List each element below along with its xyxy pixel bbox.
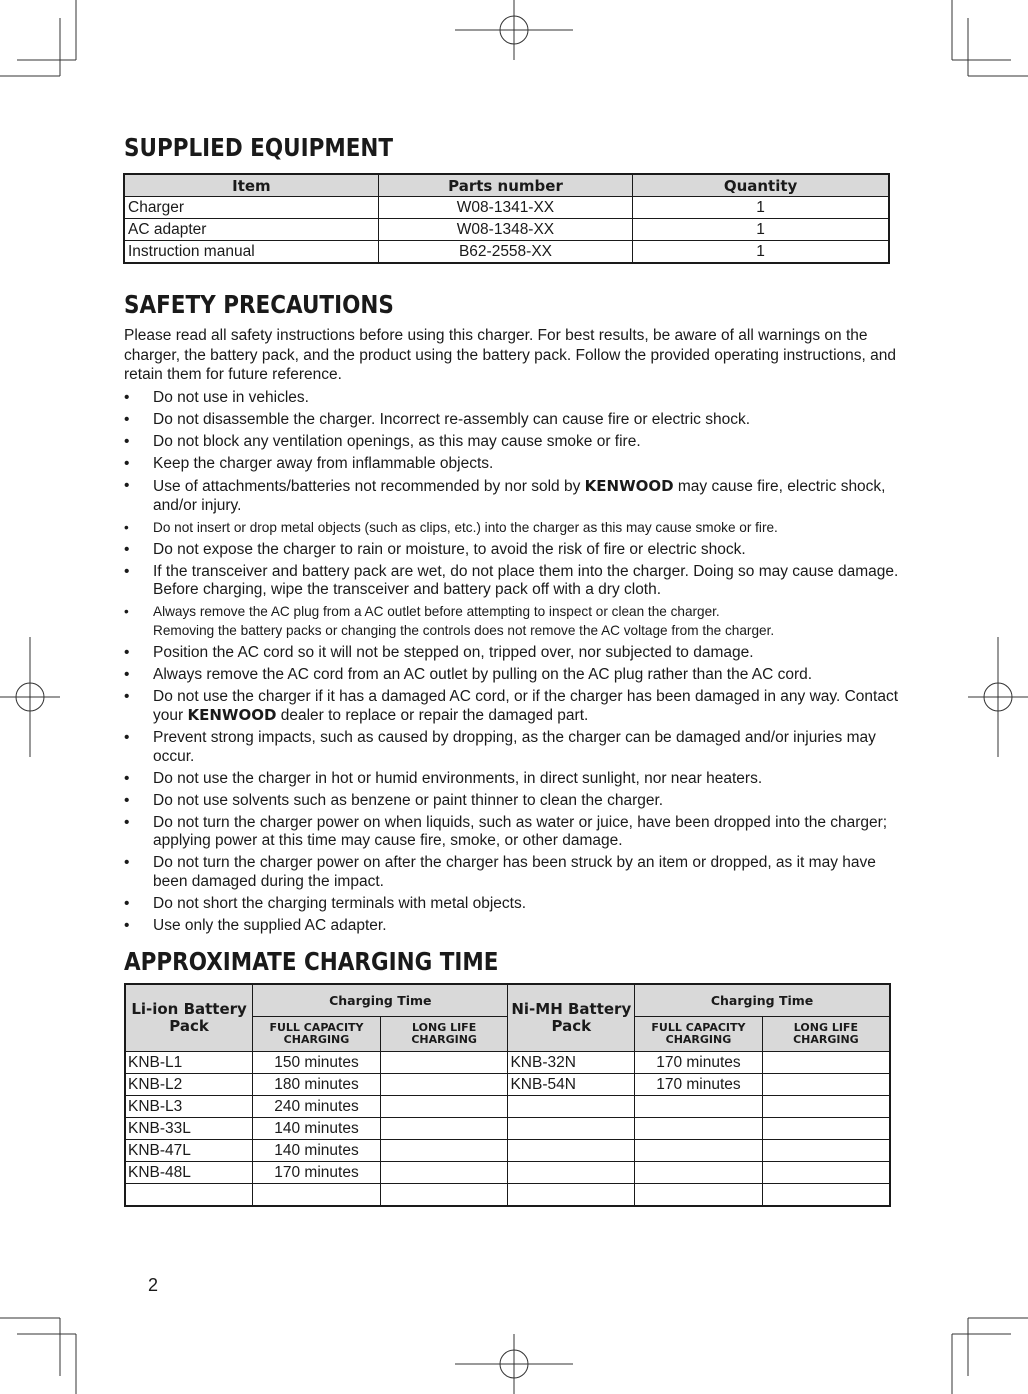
nimh-full-capacity-cell — [635, 1140, 763, 1162]
bullet: • — [124, 687, 130, 705]
nimh-full-capacity-cell — [635, 1184, 763, 1207]
liion-long-life-cell — [380, 1074, 508, 1096]
nimh-model-cell: KNB-32N — [508, 1052, 635, 1074]
nimh-long-life-cell — [762, 1118, 890, 1140]
table-row — [125, 1118, 890, 1140]
list-item-text: Always remove the AC cord from an AC outlet by pulling on the AC plug rather than the AC cord. — [153, 665, 813, 683]
bullet: • — [124, 411, 130, 428]
column-header-parts-number: Parts number — [378, 174, 632, 197]
list-item — [124, 563, 899, 600]
list-item — [124, 644, 899, 663]
bullet: • — [124, 894, 130, 912]
nimh-charging-time-header: Charging Time — [635, 984, 890, 1017]
list-item — [124, 455, 899, 474]
item-cell: AC adapter — [124, 219, 378, 241]
bullet: • — [124, 916, 130, 934]
brand-name: KENWOOD — [187, 706, 277, 724]
liion-model-cell: KNB-47L — [125, 1140, 253, 1162]
table-header-row — [124, 174, 889, 197]
table-row — [125, 1140, 890, 1162]
supplied-equipment-heading: SUPPLIED EQUIPMENT — [124, 133, 394, 162]
list-item-text: Prevent strong impacts, such as caused by dropping, as the charger can be damaged and/or injuries may occur. — [153, 729, 876, 765]
liion-long-life-cell — [380, 1118, 508, 1140]
safety-list — [124, 389, 899, 939]
list-item — [124, 895, 899, 914]
quantity-cell: 1 — [633, 219, 889, 241]
liion-model-cell: KNB-33L — [125, 1118, 253, 1140]
list-item-text: Do not insert or drop metal objects (such as clips, etc.) into the charger as this may cause smoke or fire. — [153, 519, 778, 535]
liion-model-cell: KNB-L1 — [125, 1052, 253, 1074]
nimh-full-capacity-cell — [635, 1162, 763, 1184]
list-item-text: dealer to replace or repair the damaged part. — [276, 707, 589, 724]
list-item-text: Do not use the charger if it has a damaged AC cord, or if the charger has been damaged in any way. Contact your — [153, 687, 899, 724]
liion-full-capacity-cell: 140 minutes — [253, 1118, 381, 1140]
list-item-text: Do not expose the charger to rain or moisture, to avoid the risk of fire or electric shock. — [153, 540, 746, 558]
nimh-long-life-cell — [762, 1074, 890, 1096]
nimh-model-cell — [508, 1096, 635, 1118]
list-item-text: Do not turn the charger power on after the charger has been struck by an item or dropped, as it may have been damaged during the impact. — [153, 854, 876, 890]
list-item — [124, 729, 899, 766]
brand-name: KENWOOD — [584, 477, 674, 495]
list-item-text: Removing the battery packs or changing the controls does not remove the AC voltage from the charger. — [153, 622, 775, 638]
list-item — [124, 389, 899, 408]
list-item-text: Use only the supplied AC adapter. — [153, 916, 387, 934]
bullet: • — [124, 433, 130, 450]
list-item — [124, 792, 899, 811]
safety-precautions-heading: SAFETY PRECAUTIONS — [124, 290, 394, 319]
nimh-long-life-cell — [762, 1184, 890, 1207]
parts-number-cell: B62-2558-XX — [378, 241, 632, 264]
list-item-text: Position the AC cord so it will not be stepped on, tripped over, nor subjected to damage. — [153, 643, 754, 661]
table-row — [125, 1162, 890, 1184]
nimh-model-cell: KNB-54N — [508, 1074, 635, 1096]
liion-long-life-cell — [380, 1052, 508, 1074]
safety-intro: Please read all safety instructions before using this charger. For best results, be aware of all warnings on the charger, the battery pack, and the product using the battery pack. Follow the provided operating instructions, and retain them for future reference. — [124, 327, 897, 383]
bullet: • — [124, 389, 130, 406]
bullet: • — [124, 813, 130, 831]
liion-full-capacity-cell: 170 minutes — [253, 1162, 381, 1184]
list-item-text: Do not short the charging terminals with metal objects. — [153, 894, 527, 912]
liion-full-capacity-cell: 140 minutes — [253, 1140, 381, 1162]
nimh-full-capacity-cell — [635, 1096, 763, 1118]
liion-model-cell: KNB-48L — [125, 1162, 253, 1184]
nimh-model-cell — [508, 1140, 635, 1162]
list-item — [124, 411, 899, 430]
supplied-equipment-table — [123, 173, 890, 264]
column-header-quantity: Quantity — [633, 174, 889, 197]
parts-number-cell: W08-1348-XX — [378, 219, 632, 241]
list-item — [124, 541, 899, 560]
nimh-long-life-cell — [762, 1096, 890, 1118]
item-cell: Instruction manual — [124, 241, 378, 264]
table-row — [124, 241, 889, 264]
list-item — [124, 854, 899, 891]
bullet: • — [124, 854, 130, 871]
bullet: • — [124, 455, 130, 472]
list-item — [124, 688, 899, 726]
nimh-long-life-header: LONG LIFE CHARGING — [762, 1017, 890, 1052]
liion-long-life-cell — [380, 1140, 508, 1162]
table-row — [125, 1096, 890, 1118]
list-item-text: Do not use solvents such as benzene or paint thinner to clean the charger. — [153, 791, 664, 809]
bullet: • — [124, 729, 130, 746]
charging-table-body — [125, 1052, 890, 1207]
list-item-text: Do not use in vehicles. — [153, 389, 309, 406]
liion-long-life-cell — [380, 1096, 508, 1118]
nimh-model-cell — [508, 1184, 635, 1207]
nimh-full-capacity-cell: 170 minutes — [635, 1074, 763, 1096]
liion-full-capacity-header: FULL CAPACITY CHARGING — [253, 1017, 381, 1052]
charging-time-table — [124, 983, 891, 1207]
parts-number-cell: W08-1341-XX — [378, 197, 632, 219]
list-item-text: may cause fire, electric shock, and/or injury. — [153, 478, 886, 514]
quantity-cell: 1 — [633, 197, 889, 219]
charging-time-heading: APPROXIMATE CHARGING TIME — [124, 947, 499, 976]
list-item-text: Do not disassemble the charger. Incorrect re-assembly can cause fire or electric shock. — [153, 411, 751, 428]
list-item-text: Do not use the charger in hot or humid environments, in direct sunlight, nor near heaters. — [153, 769, 763, 787]
list-item — [124, 603, 899, 640]
liion-model-cell: KNB-L2 — [125, 1074, 253, 1096]
table-row — [125, 1052, 890, 1074]
nimh-long-life-cell — [762, 1162, 890, 1184]
list-item — [124, 519, 899, 538]
liion-full-capacity-cell: 240 minutes — [253, 1096, 381, 1118]
list-item-text: Do not turn the charger power on when liquids, such as water or juice, have been dropped into the charger; applying power at this time may cause fire, smoke, or other damage. — [153, 813, 888, 849]
item-cell: Charger — [124, 197, 378, 219]
bullet: • — [124, 769, 130, 787]
liion-model-cell: KNB-L3 — [125, 1096, 253, 1118]
nimh-model-cell — [508, 1118, 635, 1140]
list-item — [124, 917, 899, 936]
liion-long-life-header: LONG LIFE CHARGING — [380, 1017, 508, 1052]
liion-long-life-cell — [380, 1162, 508, 1184]
list-item-text: Always remove the AC plug from a AC outlet before attempting to inspect or clean the charger. — [153, 604, 720, 619]
list-item — [124, 814, 899, 851]
list-item — [124, 433, 899, 452]
list-item — [124, 666, 899, 685]
nimh-full-capacity-header: FULL CAPACITY CHARGING — [635, 1017, 763, 1052]
liion-long-life-cell — [380, 1184, 508, 1207]
page-number: 2 — [148, 1275, 159, 1295]
bullet: • — [124, 477, 130, 494]
table-row — [125, 1074, 890, 1096]
nimh-full-capacity-cell: 170 minutes — [635, 1052, 763, 1074]
bullet: • — [124, 604, 129, 619]
nimh-long-life-cell — [762, 1052, 890, 1074]
bullet: • — [124, 791, 130, 809]
nimh-model-cell — [508, 1162, 635, 1184]
list-item — [124, 477, 899, 515]
bullet: • — [124, 665, 130, 683]
table-row — [125, 1184, 890, 1207]
list-item-text: Use of attachments/batteries not recommended by nor sold by — [153, 478, 585, 495]
bullet: • — [124, 562, 130, 580]
liion-battery-pack-header: Li-ion Battery Pack — [125, 984, 253, 1052]
nimh-full-capacity-cell — [635, 1118, 763, 1140]
liion-full-capacity-cell: 150 minutes — [253, 1052, 381, 1074]
quantity-cell: 1 — [633, 241, 889, 264]
nimh-long-life-cell — [762, 1140, 890, 1162]
list-item — [124, 770, 899, 789]
liion-full-capacity-cell: 180 minutes — [253, 1074, 381, 1096]
bullet: • — [124, 540, 130, 558]
column-header-item: Item — [124, 174, 378, 197]
liion-model-cell — [125, 1184, 253, 1207]
liion-charging-time-header: Charging Time — [253, 984, 508, 1017]
table-header-row — [125, 984, 890, 1017]
nimh-battery-pack-header: Ni-MH Battery Pack — [508, 984, 635, 1052]
list-item-text: Do not block any ventilation openings, as this may cause smoke or fire. — [153, 433, 641, 450]
table-row — [124, 219, 889, 241]
bullet: • — [124, 519, 129, 535]
list-item-text: Keep the charger away from inflammable objects. — [153, 455, 494, 472]
bullet: • — [124, 643, 130, 661]
table-row — [124, 197, 889, 219]
liion-full-capacity-cell — [253, 1184, 381, 1207]
list-item-text: If the transceiver and battery pack are wet, do not place them into the charger. Doing so may cause damage. Before charging, wipe the transceiver and battery pack off with a dry cloth. — [153, 562, 899, 598]
